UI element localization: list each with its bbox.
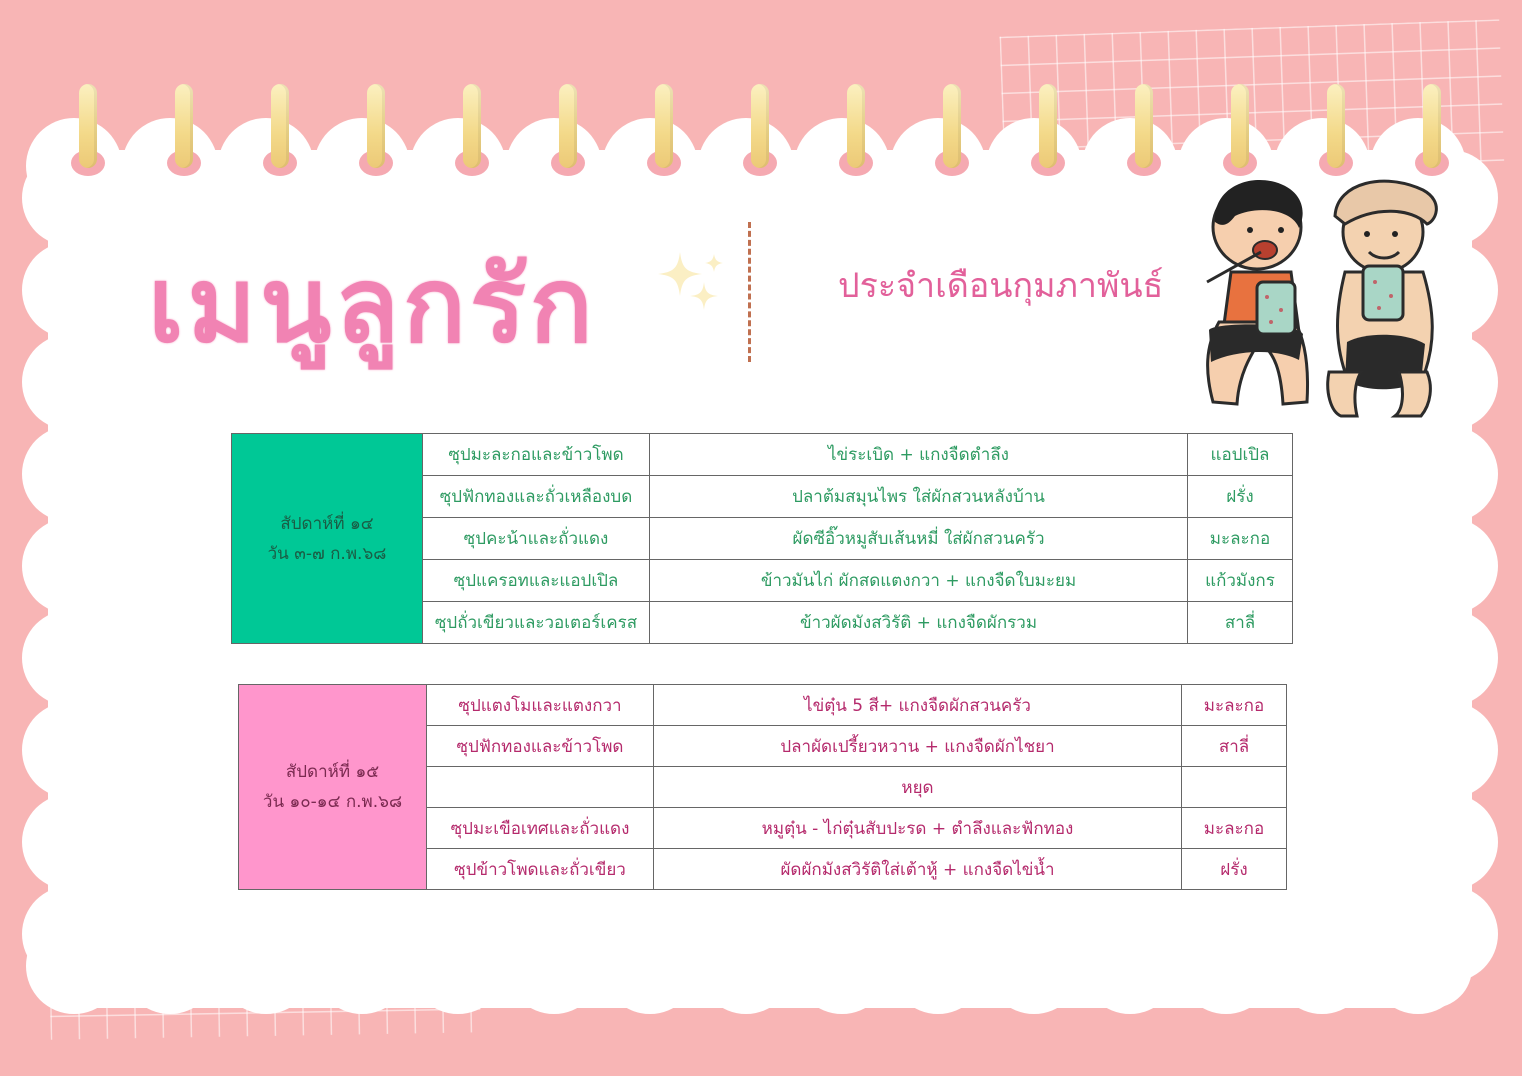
page-title: เมนูลูกรัก xyxy=(148,244,597,366)
meal-cell: ไข่ตุ๋น 5 สี+ แกงจืดผักสวนครัว xyxy=(654,685,1182,726)
soup-cell: ซุปมะละกอและข้าวโพด xyxy=(423,434,650,476)
binder-ring xyxy=(847,84,865,168)
binder-ring xyxy=(79,84,97,168)
fruit-cell: สาลี่ xyxy=(1182,726,1287,767)
soup-cell: ซุปมะเขือเทศและถั่วแดง xyxy=(427,808,654,849)
meal-cell: ข้าวผัดมังสวิรัติ + แกงจืดผักรวม xyxy=(650,602,1188,644)
week-label-cell xyxy=(232,434,423,644)
soup-cell: ซุปถั่วเขียวและวอเตอร์เครส xyxy=(423,602,650,644)
fruit-cell: สาลี่ xyxy=(1188,602,1293,644)
week-15-menu-table xyxy=(238,684,1287,890)
table-row xyxy=(232,434,1293,476)
soup-cell: ซุปฟักทองและถั่วเหลืองบด xyxy=(423,476,650,518)
fruit-cell: แอปเปิล xyxy=(1188,434,1293,476)
binder-ring xyxy=(1231,84,1249,168)
fruit-cell: มะละกอ xyxy=(1182,685,1287,726)
sparkle-icon xyxy=(652,248,732,310)
binder-ring xyxy=(655,84,673,168)
fruit-cell xyxy=(1182,767,1287,808)
binder-ring xyxy=(367,84,385,168)
fruit-cell: ฝรั่ง xyxy=(1188,476,1293,518)
week-label: สัปดาห์ที่ ๑๕ xyxy=(285,762,380,782)
meal-cell: ไข่ระเบิด + แกงจืดตำลึง xyxy=(650,434,1188,476)
week-14-menu-table xyxy=(231,433,1293,644)
two-kids-eating-icon xyxy=(1195,172,1460,427)
page-subtitle: ประจำเดือนกุมภาพันธ์ xyxy=(838,266,1164,306)
meal-cell: หมูตุ๋น - ไก่ตุ๋นสับปะรด + ตำลึงและฟักทอง xyxy=(654,808,1182,849)
binder-ring xyxy=(1039,84,1057,168)
soup-cell: ซุปแครอทและแอปเปิล xyxy=(423,560,650,602)
week-label-cell xyxy=(239,685,427,890)
soup-cell xyxy=(427,767,654,808)
meal-cell: หยุด xyxy=(654,767,1182,808)
meal-cell: ผัดซีอิ๊วหมูสับเส้นหมี่ ใส่ผักสวนครัว xyxy=(650,518,1188,560)
binder-ring xyxy=(559,84,577,168)
fruit-cell: ฝรั่ง xyxy=(1182,849,1287,890)
week-dates: วัน ๓-๗ ก.พ.๖๘ xyxy=(267,543,387,564)
meal-cell: ผัดผักมังสวิรัติใส่เต้าหู้ + แกงจืดไข่น้ำ xyxy=(654,849,1182,890)
binder-ring xyxy=(751,84,769,168)
dashed-divider xyxy=(748,222,751,362)
binder-ring xyxy=(175,84,193,168)
week-dates: วัน ๑๐-๑๔ ก.พ.๖๘ xyxy=(262,792,403,812)
meal-cell: ข้าวมันไก่ ผักสดแตงกวา + แกงจืดใบมะยม xyxy=(650,560,1188,602)
binder-ring xyxy=(463,84,481,168)
soup-cell: ซุปข้าวโพดและถั่วเขียว xyxy=(427,849,654,890)
table-row xyxy=(239,685,1287,726)
binder-ring xyxy=(1423,84,1441,168)
fruit-cell: แก้วมังกร xyxy=(1188,560,1293,602)
soup-cell: ซุปแตงโมและแตงกวา xyxy=(427,685,654,726)
binder-ring xyxy=(271,84,289,168)
meal-cell: ปลาผัดเปรี้ยวหวาน + แกงจืดผักไชยา xyxy=(654,726,1182,767)
binder-ring xyxy=(1135,84,1153,168)
soup-cell: ซุปคะน้าและถั่วแดง xyxy=(423,518,650,560)
week-label: สัปดาห์ที่ ๑๔ xyxy=(280,513,374,534)
binder-ring xyxy=(943,84,961,168)
binder-ring xyxy=(1327,84,1345,168)
soup-cell: ซุปฟักทองและข้าวโพด xyxy=(427,726,654,767)
fruit-cell: มะละกอ xyxy=(1188,518,1293,560)
meal-cell: ปลาต้มสมุนไพร ใส่ผักสวนหลังบ้าน xyxy=(650,476,1188,518)
fruit-cell: มะละกอ xyxy=(1182,808,1287,849)
